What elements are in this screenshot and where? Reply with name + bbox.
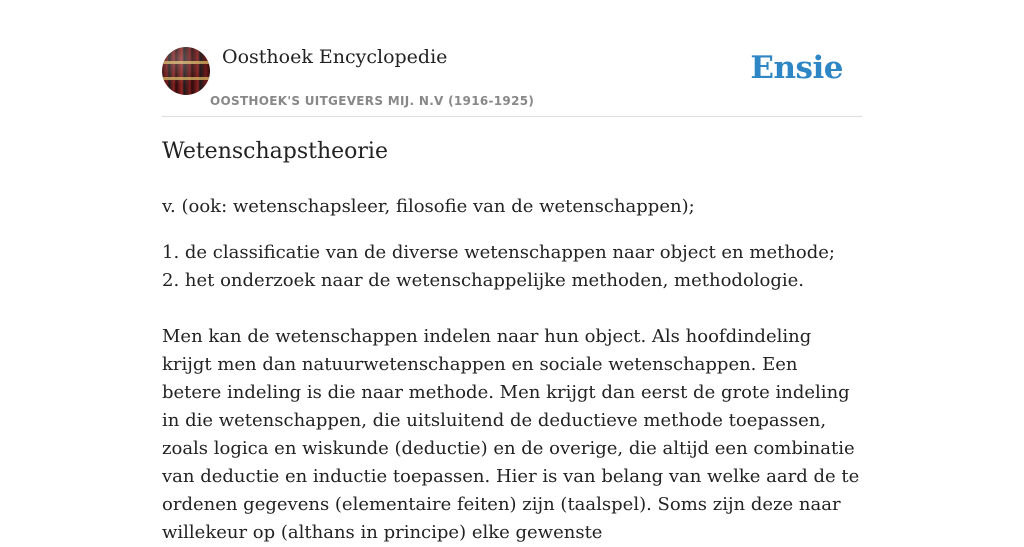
meaning-item: 1. de classificatie van de diverse wetenschappen naar object en methode;: [162, 242, 835, 263]
avatar-shine: [162, 47, 210, 95]
article-body: Men kan de wetenschappen indelen naar hun object. Als hoofdindeling krijgt men dan natuurwetenschappen en sociale wetenschappen. Een betere indeling is die naar methode. Men krijgt dan eerst de grote indeling in die wetenschappen, die uitsluitend de deductieve methode toepassen, zoals logica en wiskunde (deductie) en de overige, die altijd een combinatie van deductie en inductie toepassen. Hier is van belang van welke aard de te ordenen gegevens (elementaire feiten) zijn (taalspel). Soms zijn deze naar willekeur op (althans in principe) elke gewenste: [162, 326, 860, 543]
encyclopedia-books-icon[interactable]: [162, 47, 210, 95]
article-definition: v. (ook: wetenschapsleer, filosofie van de wetenschappen);: [162, 196, 695, 217]
meaning-item: 2. het onderzoek naar de wetenschappelijke methoden, methodologie.: [162, 270, 805, 291]
header: [162, 0, 862, 117]
article-title: Wetenschapstheorie: [162, 139, 388, 164]
site-name-link[interactable]: Oosthoek Encyclopedie: [222, 46, 448, 68]
page: [162, 0, 862, 543]
publisher-label: OOSTHOEK'S UITGEVERS MIJ. N.V (1916-1925): [210, 94, 535, 108]
meanings-list: [162, 239, 862, 295]
ensie-logo-link[interactable]: Ensie: [750, 50, 843, 86]
